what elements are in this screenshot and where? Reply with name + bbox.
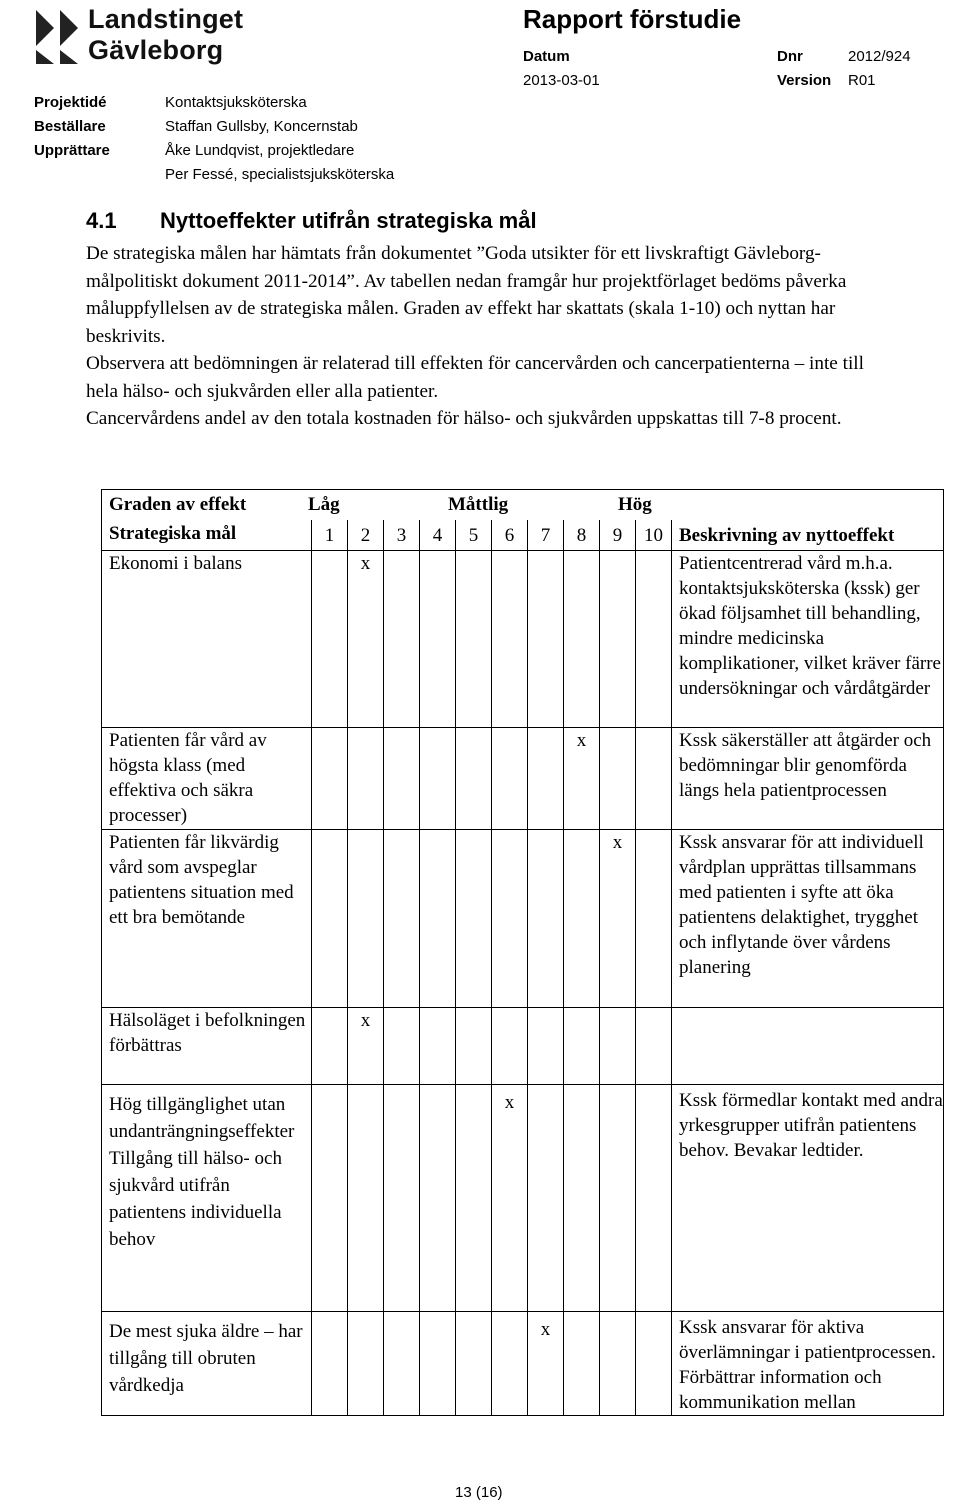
benefit-description: Kssk ansvarar för att individuell vårdplan upprättas tillsammans med patienten i syfte att öka patientens delaktighet, trygghet och inflytande över vårdens planering [672,830,944,1008]
scale-9: 9 [600,520,636,551]
benefit-description: Kssk säkerställer att åtgärder och bedömningar blir genomförda längs hela patientprocessen [672,728,944,830]
scale-cell [564,1312,600,1416]
scale-cell [348,830,384,1008]
scale-cell [564,1008,600,1085]
scale-1: 1 [312,520,348,551]
scale-cell [312,830,348,1008]
table-row [102,1312,944,1416]
scale-cell [420,551,456,728]
scale-cell [492,1312,528,1416]
scale-cell [348,728,384,830]
effect-mark: x [348,1008,384,1085]
scale-cell [636,728,672,830]
upprattare-label: Upprättare [34,142,110,159]
scale-cell [384,1008,420,1085]
scale-cell [420,1085,456,1312]
effect-mark: x [600,830,636,1008]
logo-line-2: Gävleborg [88,35,224,65]
scale-cell [384,551,420,728]
scale-cell [636,1008,672,1085]
strategic-goal: De mest sjuka äldre – har tillgång till obruten vårdkedja [102,1312,312,1416]
scale-cell [456,1008,492,1085]
mid-label: Måttlig [448,494,509,515]
bestallare-label: Beställare [34,118,106,135]
scale-cell [600,728,636,830]
landstinget-logo-icon [32,6,82,66]
effect-table [101,489,944,1416]
scale-cell [636,551,672,728]
scale-10: 10 [636,520,672,551]
scale-cell [312,728,348,830]
scale-cell [600,1312,636,1416]
scale-cell [384,728,420,830]
strategic-goal: Hög tillgänglighet utan undanträngningseffekter Tillgång till hälso- och sjukvård utifrån patientens individuella behov [102,1085,312,1312]
scale-cell [600,1085,636,1312]
scale-cell [312,551,348,728]
scale-cell [600,1008,636,1085]
description-header: Beskrivning av nyttoeffekt [672,520,944,551]
scale-cell [456,1085,492,1312]
scale-cell [420,1312,456,1416]
scale-cell [384,830,420,1008]
strategic-goal: Patienten får likvärdig vård som avspeglar patientens situation med ett bra bemötande [102,830,312,1008]
dnr-label: Dnr [777,48,803,65]
scale-3: 3 [384,520,420,551]
paragraph-1: De strategiska målen har hämtats från dokumentet ”Goda utsikter för ett livskraftigt Gävleborg-målpolitiskt dokument 2011-2014”. Av tabellen nedan framgår hur projektförlaget bedöms påverka måluppfyllelsen av de strategiska målen. Graden av effekt har skattats (skala 1-10) och nyttan har beskrivits. [86,243,847,347]
scale-cell [420,830,456,1008]
page-number: 13 (16) [455,1484,503,1501]
strategic-goal: Hälsoläget i befolkningen förbättras [102,1008,312,1085]
scale-label-row [102,490,944,521]
logo [30,4,260,70]
scale-8: 8 [564,520,600,551]
scale-cell [528,728,564,830]
scale-cell [348,1085,384,1312]
scale-4: 4 [420,520,456,551]
scale-6: 6 [492,520,528,551]
version-value: R01 [848,72,876,89]
effect-mark: x [528,1312,564,1416]
benefit-description: Patientcentrerad vård m.h.a. kontaktsjuksköterska (kssk) ger ökad följsamhet till behandling, mindre medicinska komplikationer, vilket kräver färre undersökningar och vårdåtgärder [672,551,944,728]
scale-cell [420,1008,456,1085]
scale-cell [636,830,672,1008]
scale-cell [528,551,564,728]
scale-2: 2 [348,520,384,551]
benefit-description: Kssk ansvarar för aktiva överlämningar i patientprocessen. Förbättrar information och kommunikation mellan [672,1312,944,1416]
upprattare-value-2: Per Fessé, specialistsjuksköterska [165,166,395,183]
section-title [86,208,537,234]
projektide-value: Kontaktsjuksköterska [165,94,307,111]
effect-mark: x [348,551,384,728]
scale-cell [312,1085,348,1312]
low-label: Låg [308,494,340,515]
scale-cell [564,1085,600,1312]
scale-cell [456,728,492,830]
table-row [102,830,944,1008]
scale-cell [600,551,636,728]
scale-cell [456,551,492,728]
effect-mark: x [492,1085,528,1312]
section-heading: Nyttoeffekter utifrån strategiska mål [160,208,537,233]
scale-cell [528,830,564,1008]
scale-cell [564,551,600,728]
effect-mark: x [564,728,600,830]
bestallare-value: Staffan Gullsby, Koncernstab [165,118,358,135]
scale-5: 5 [456,520,492,551]
paragraph-3: Cancervårdens andel av den totala kostnaden för hälso- och sjukvården uppskattas till 7-8 procent. [86,408,842,429]
high-label: Hög [618,494,652,515]
scale-cell [312,1008,348,1085]
section-body [86,240,886,433]
scale-cell [384,1312,420,1416]
table-row [102,1008,944,1085]
scale-cell [420,728,456,830]
table-row [102,551,944,728]
upprattare-value: Åke Lundqvist, projektledare [165,142,355,159]
effect-label: Graden av effekt [109,494,247,515]
benefit-description [672,1008,944,1085]
scale-7: 7 [528,520,564,551]
scale-cell [636,1312,672,1416]
scale-cell [456,830,492,1008]
logo-line-1: Landstinget [88,4,244,34]
scale-cell [492,551,528,728]
dnr-value: 2012/924 [848,48,911,65]
version-label: Version [777,72,832,89]
table-header-row [102,520,944,551]
datum-label: Datum [523,48,570,65]
logo-text [88,4,243,66]
scale-cell [456,1312,492,1416]
table-row [102,1085,944,1312]
scale-cell [492,1008,528,1085]
paragraph-2: Observera att bedömningen är relaterad till effekten för cancervården och cancerpatienterna – inte till hela hälso- och sjukvården eller alla patienter. [86,353,864,402]
scale-cell [348,1312,384,1416]
table-row [102,728,944,830]
section-number: 4.1 [86,208,117,233]
datum-value: 2013-03-01 [523,72,600,89]
scale-cell [492,728,528,830]
scale-cell [492,830,528,1008]
scale-cell [312,1312,348,1416]
projektide-label: Projektidé [34,94,107,111]
scale-cell [384,1085,420,1312]
benefit-description: Kssk förmedlar kontakt med andra yrkesgrupper utifrån patientens behov. Bevakar ledtider. [672,1085,944,1312]
strategic-goal: Ekonomi i balans [102,551,312,728]
scale-cell [564,830,600,1008]
strategic-goal: Patienten får vård av högsta klass (med effektiva och säkra processer) [102,728,312,830]
scale-cell [636,1085,672,1312]
goal-header: Strategiska mål [102,520,312,551]
scale-cell [528,1085,564,1312]
scale-cell [528,1008,564,1085]
report-title: Rapport förstudie [523,4,742,34]
